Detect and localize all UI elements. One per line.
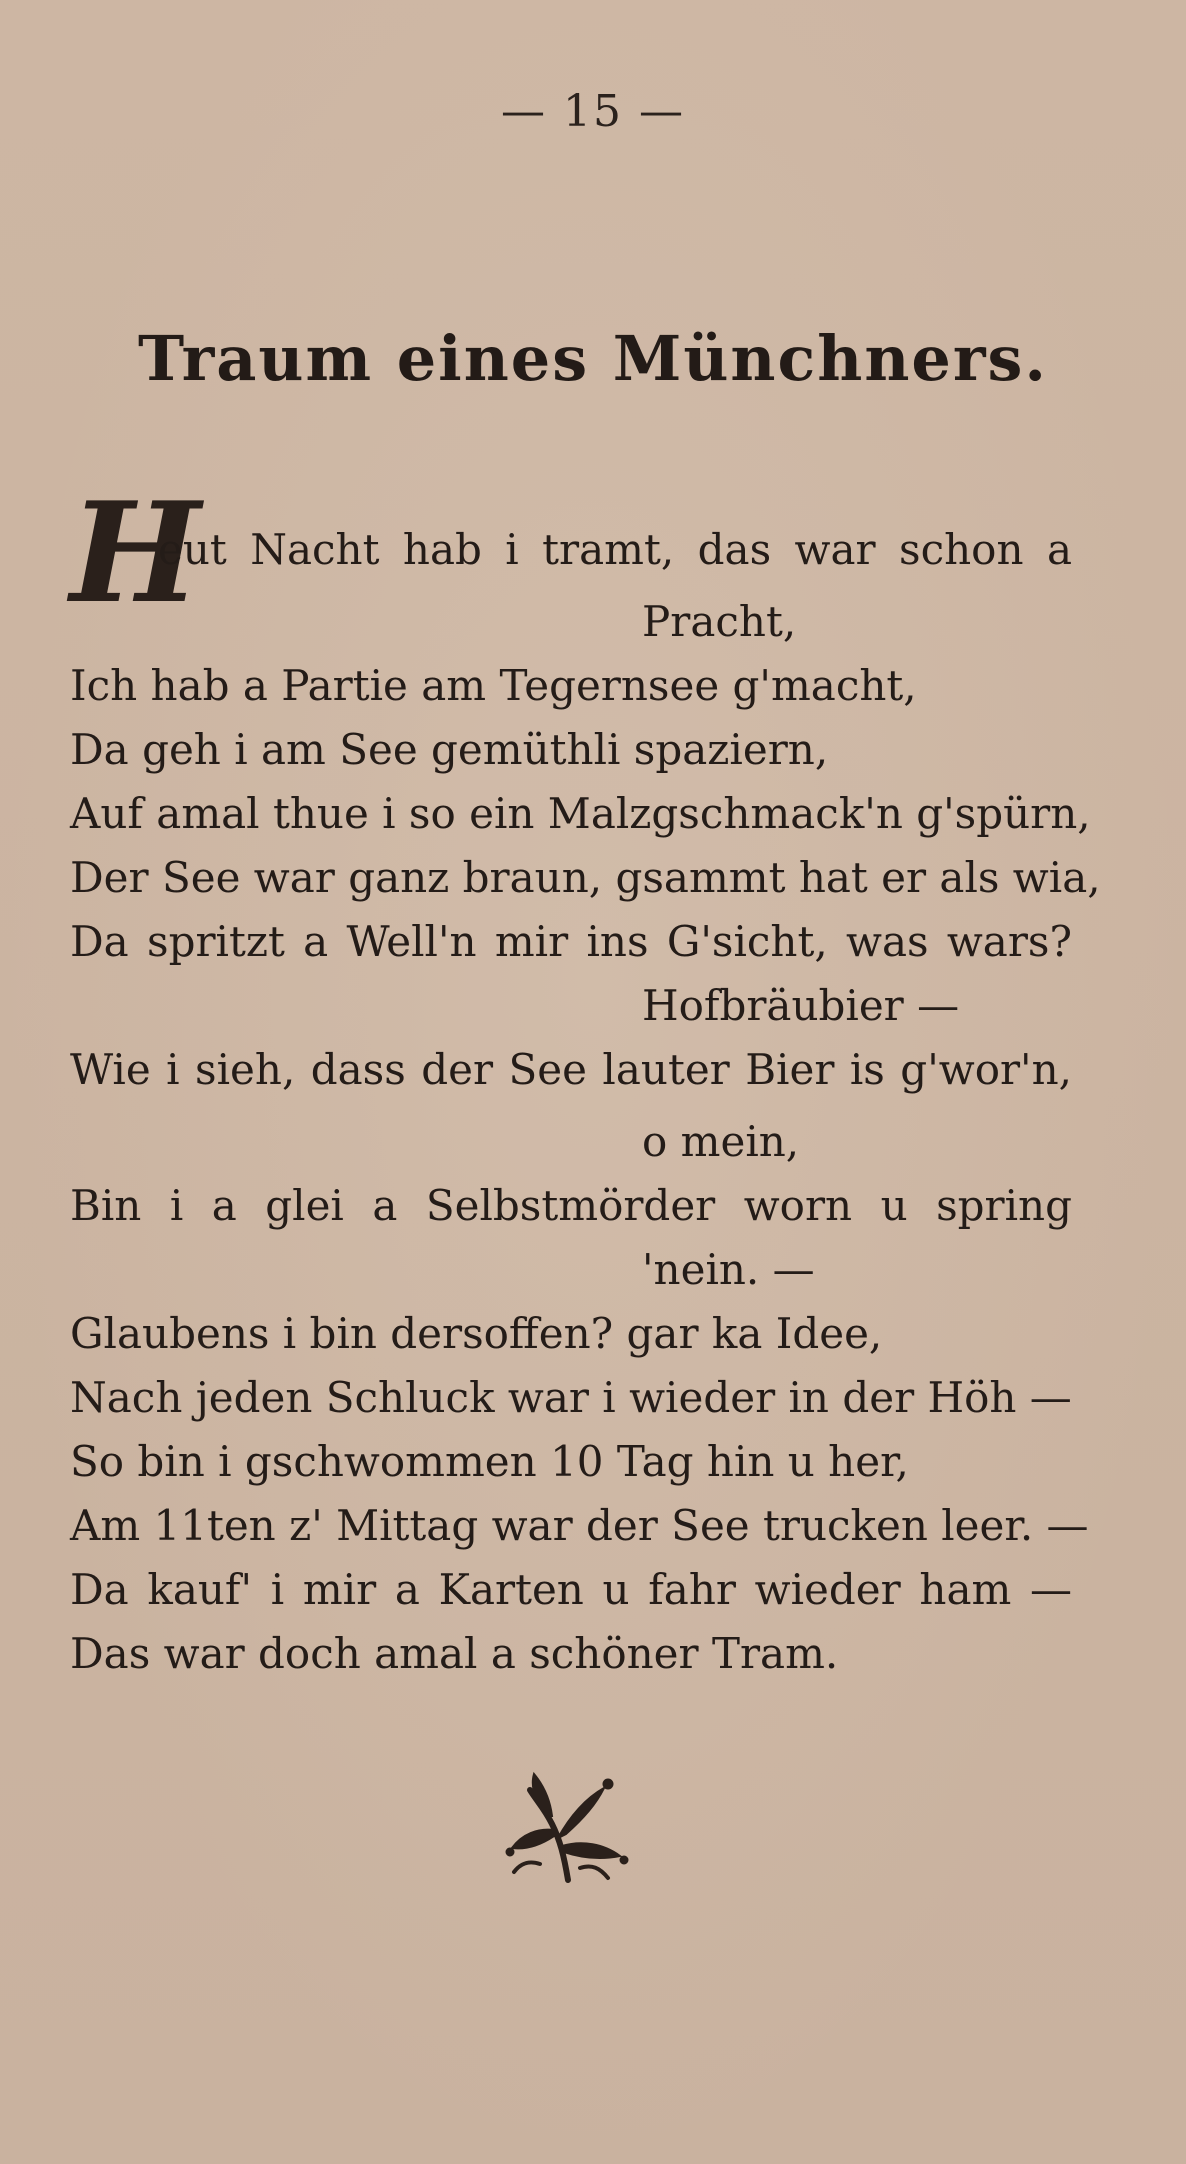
poem-line: Da geh i am See gemüthli spaziern, xyxy=(70,725,829,774)
poem-line: Nach jeden Schluck war i wieder in der Höh — xyxy=(70,1373,1072,1422)
poem-line: eut Nacht hab i tramt, das war schon a xyxy=(158,525,1072,574)
poem-line-continuation: Pracht, xyxy=(642,597,797,646)
poem-line: Wie i sieh, dass der See lauter Bier is g'wor'n, xyxy=(70,1045,1072,1094)
poem-line: Da spritzt a Well'n mir ins G'sicht, was wars? xyxy=(70,917,1072,966)
poem-line: Bin i a glei a Selbstmörder worn u spring xyxy=(70,1181,1072,1230)
poem-line: Der See war ganz braun, gsammt hat er als wia, xyxy=(70,853,1101,902)
fleuron-icon xyxy=(500,1760,640,1890)
drop-cap-initial: H xyxy=(70,471,201,634)
poem-line-continuation: Hofbräubier — xyxy=(642,981,960,1030)
poem-line: Das war doch amal a schöner Tram. xyxy=(70,1629,839,1678)
poem-title: Traum eines Münchners. xyxy=(137,322,1049,395)
poem-line: Da kauf' i mir a Karten u fahr wieder ham — xyxy=(70,1565,1072,1614)
poem-line-continuation: o mein, xyxy=(642,1117,800,1166)
poem-line: Ich hab a Partie am Tegernsee g'macht, xyxy=(70,661,917,710)
poem-line: Auf amal thue i so ein Malzgschmack'n g'spürn, xyxy=(70,789,1091,838)
poem-line-continuation: 'nein. — xyxy=(642,1245,815,1294)
poem-line: So bin i gschwommen 10 Tag hin u her, xyxy=(70,1437,909,1486)
poem-line: Am 11ten z' Mittag war der See trucken leer. — xyxy=(70,1501,1089,1550)
poem-line: Glaubens i bin dersoffen? gar ka Idee, xyxy=(70,1309,883,1358)
page-number: — 15 — xyxy=(501,86,685,137)
